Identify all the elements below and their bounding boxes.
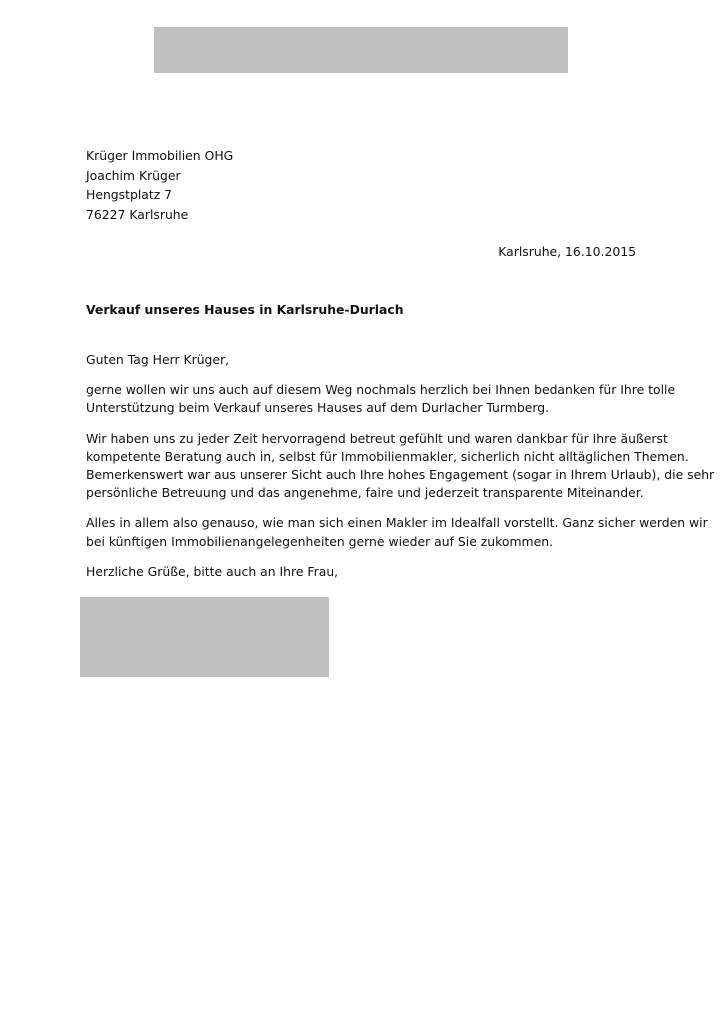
body-line: Bemerkenswert war aus unserer Sicht auch Ihre hohes Engagement (sogar in Ihrem Urlaub), die sehr (86, 467, 715, 483)
redacted-header-block (154, 27, 568, 73)
body-line: persönliche Betreuung und das angenehme, faire und jederzeit transparente Miteinander. (86, 485, 644, 501)
body-line: bei künftigen Immobilienangelegenheiten gerne wieder auf Sie zukommen. (86, 533, 554, 549)
paragraph-summary (86, 514, 708, 550)
paragraph-praise (86, 430, 715, 503)
body-line: Alles in allem also genauso, wie man sich einen Makler im Idealfall vorstellt. Ganz sicher werden wir (86, 515, 708, 531)
body-line: kompetente Beratung auch in, selbst für Immobilienmakler, sicherlich nicht alltäglichen Themen. (86, 448, 689, 464)
redacted-signature-block (80, 597, 329, 677)
letter-date: Karlsruhe, 16.10.2015 (498, 244, 636, 259)
body-line: Wir haben uns zu jeder Zeit hervorragend betreut gefühlt und waren dankbar für Ihre äußerst (86, 430, 668, 446)
letter-subject: Verkauf unseres Hauses in Karlsruhe-Durlach (86, 302, 404, 317)
address-city: 76227 Karlsruhe (86, 206, 189, 222)
body-line: Unterstützung beim Verkauf unseres Hauses auf dem Durlacher Turmberg. (86, 400, 550, 416)
salutation: Guten Tag Herr Krüger, (86, 352, 230, 367)
paragraph-thanks (86, 381, 676, 417)
body-line: gerne wollen wir uns auch auf diesem Weg nochmals herzlich bei Ihnen bedanken für Ihre tolle (86, 382, 676, 398)
address-company: Krüger Immobilien OHG (86, 148, 234, 163)
address-street: Hengstplatz 7 (86, 187, 173, 202)
recipient-address (86, 146, 233, 224)
closing: Herzliche Grüße, bitte auch an Ihre Frau, (86, 563, 339, 579)
address-name: Joachim Krüger (86, 167, 181, 183)
letter-body (86, 351, 715, 593)
